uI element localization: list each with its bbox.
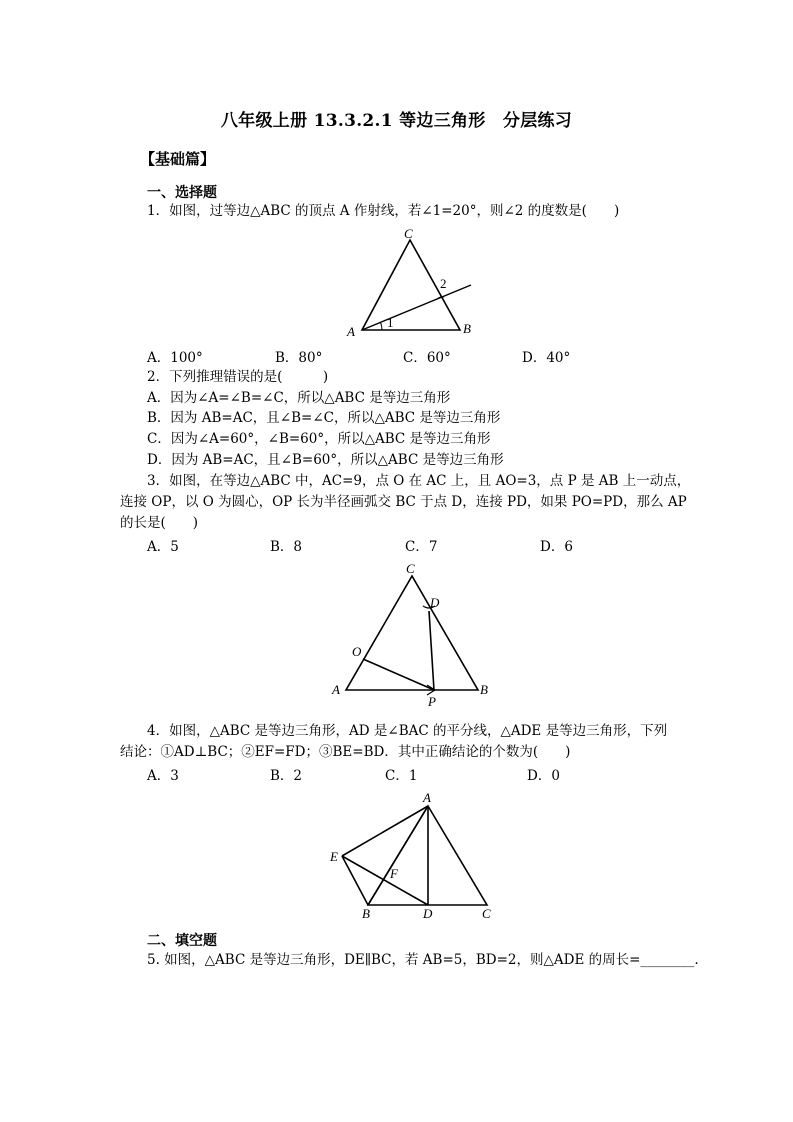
question-3-line-3: 的长是( ) [120,515,199,531]
q3-option-d[interactable]: D．6 [540,539,573,555]
q2-option-d[interactable]: D．因为 AB=AC，且∠B=60°，所以△ABC 是等边三角形 [147,452,504,468]
q1-option-d[interactable]: D．40° [522,350,571,366]
figure-q1 [340,225,480,340]
figure-q4 [325,790,500,925]
label-B: B [362,906,370,921]
q1-option-a[interactable]: A．100° [147,350,203,366]
q4-option-b[interactable]: B．2 [270,768,303,784]
question-3-line-2: 连接 OP，以 O 为圆心，OP 长为半径画弧交 BC 于点 D，连接 PD，如果 PO=PD，那么 AP [120,494,687,510]
question-5-text: 5. 如图，△ABC 是等边三角形，DE∥BC，若 AB=5，BD=2，则△ADE 的周长=________. [147,952,699,968]
q3-option-c[interactable]: C．7 [405,539,438,555]
label-P: P [428,694,436,709]
q3-option-b[interactable]: B．8 [270,539,303,555]
question-4-line-2: 结论：①AD⊥BC；②EF=FD；③BE=BD．其中正确结论的个数为( ) [120,744,571,760]
label-B: B [463,321,471,336]
part-heading-choice: 一、选择题 [147,185,217,201]
angle-2-label: 2 [440,276,447,291]
figure-q3 [325,560,505,710]
question-1-text: 1．如图，过等边△ABC 的顶点 A 作射线，若∠1=20°，则∠2 的度数是( ) [147,203,620,219]
page-title: 八年级上册 13.3.2.1 等边三角形 分层练习 [220,111,573,131]
q3-option-a[interactable]: A．5 [147,539,179,555]
q2-option-a[interactable]: A．因为∠A=∠B=∠C，所以△ABC 是等边三角形 [147,390,451,406]
q4-option-c[interactable]: C．1 [385,768,418,784]
q1-option-c[interactable]: C．60° [403,350,451,366]
label-A: A [423,790,431,805]
part-heading-fill: 二、填空题 [147,933,217,949]
question-2-text: 2．下列推理错误的是( ) [147,369,329,385]
label-A: A [347,324,355,339]
question-4-line-1: 4．如图，△ABC 是等边三角形，AD 是∠BAC 的平分线，△ADE 是等边三角形，下列 [147,723,668,739]
section-heading-basic: 【基础篇】 [140,150,216,168]
label-O: O [352,644,362,659]
label-C: C [404,226,413,241]
q1-option-b[interactable]: B．80° [275,350,323,366]
label-D: D [430,595,440,610]
label-C: C [482,906,491,921]
label-B: B [480,682,488,697]
label-E: E [330,849,338,864]
label-F: F [390,866,398,881]
q4-option-a[interactable]: A．3 [147,768,179,784]
label-C: C [406,561,415,576]
question-3-line-1: 3．如图，在等边△ABC 中，AC=9，点 O 在 AC 上，且 AO=3，点 P 是 AB 上一动点， [147,473,691,489]
q4-option-d[interactable]: D．0 [527,768,560,784]
angle-1-label: 1 [387,315,394,330]
label-D: D [423,906,433,921]
label-A: A [332,682,340,697]
q2-option-b[interactable]: B．因为 AB=AC，且∠B=∠C，所以△ABC 是等边三角形 [147,410,501,426]
q2-option-c[interactable]: C．因为∠A=60°，∠B=60°，所以△ABC 是等边三角形 [147,431,491,447]
